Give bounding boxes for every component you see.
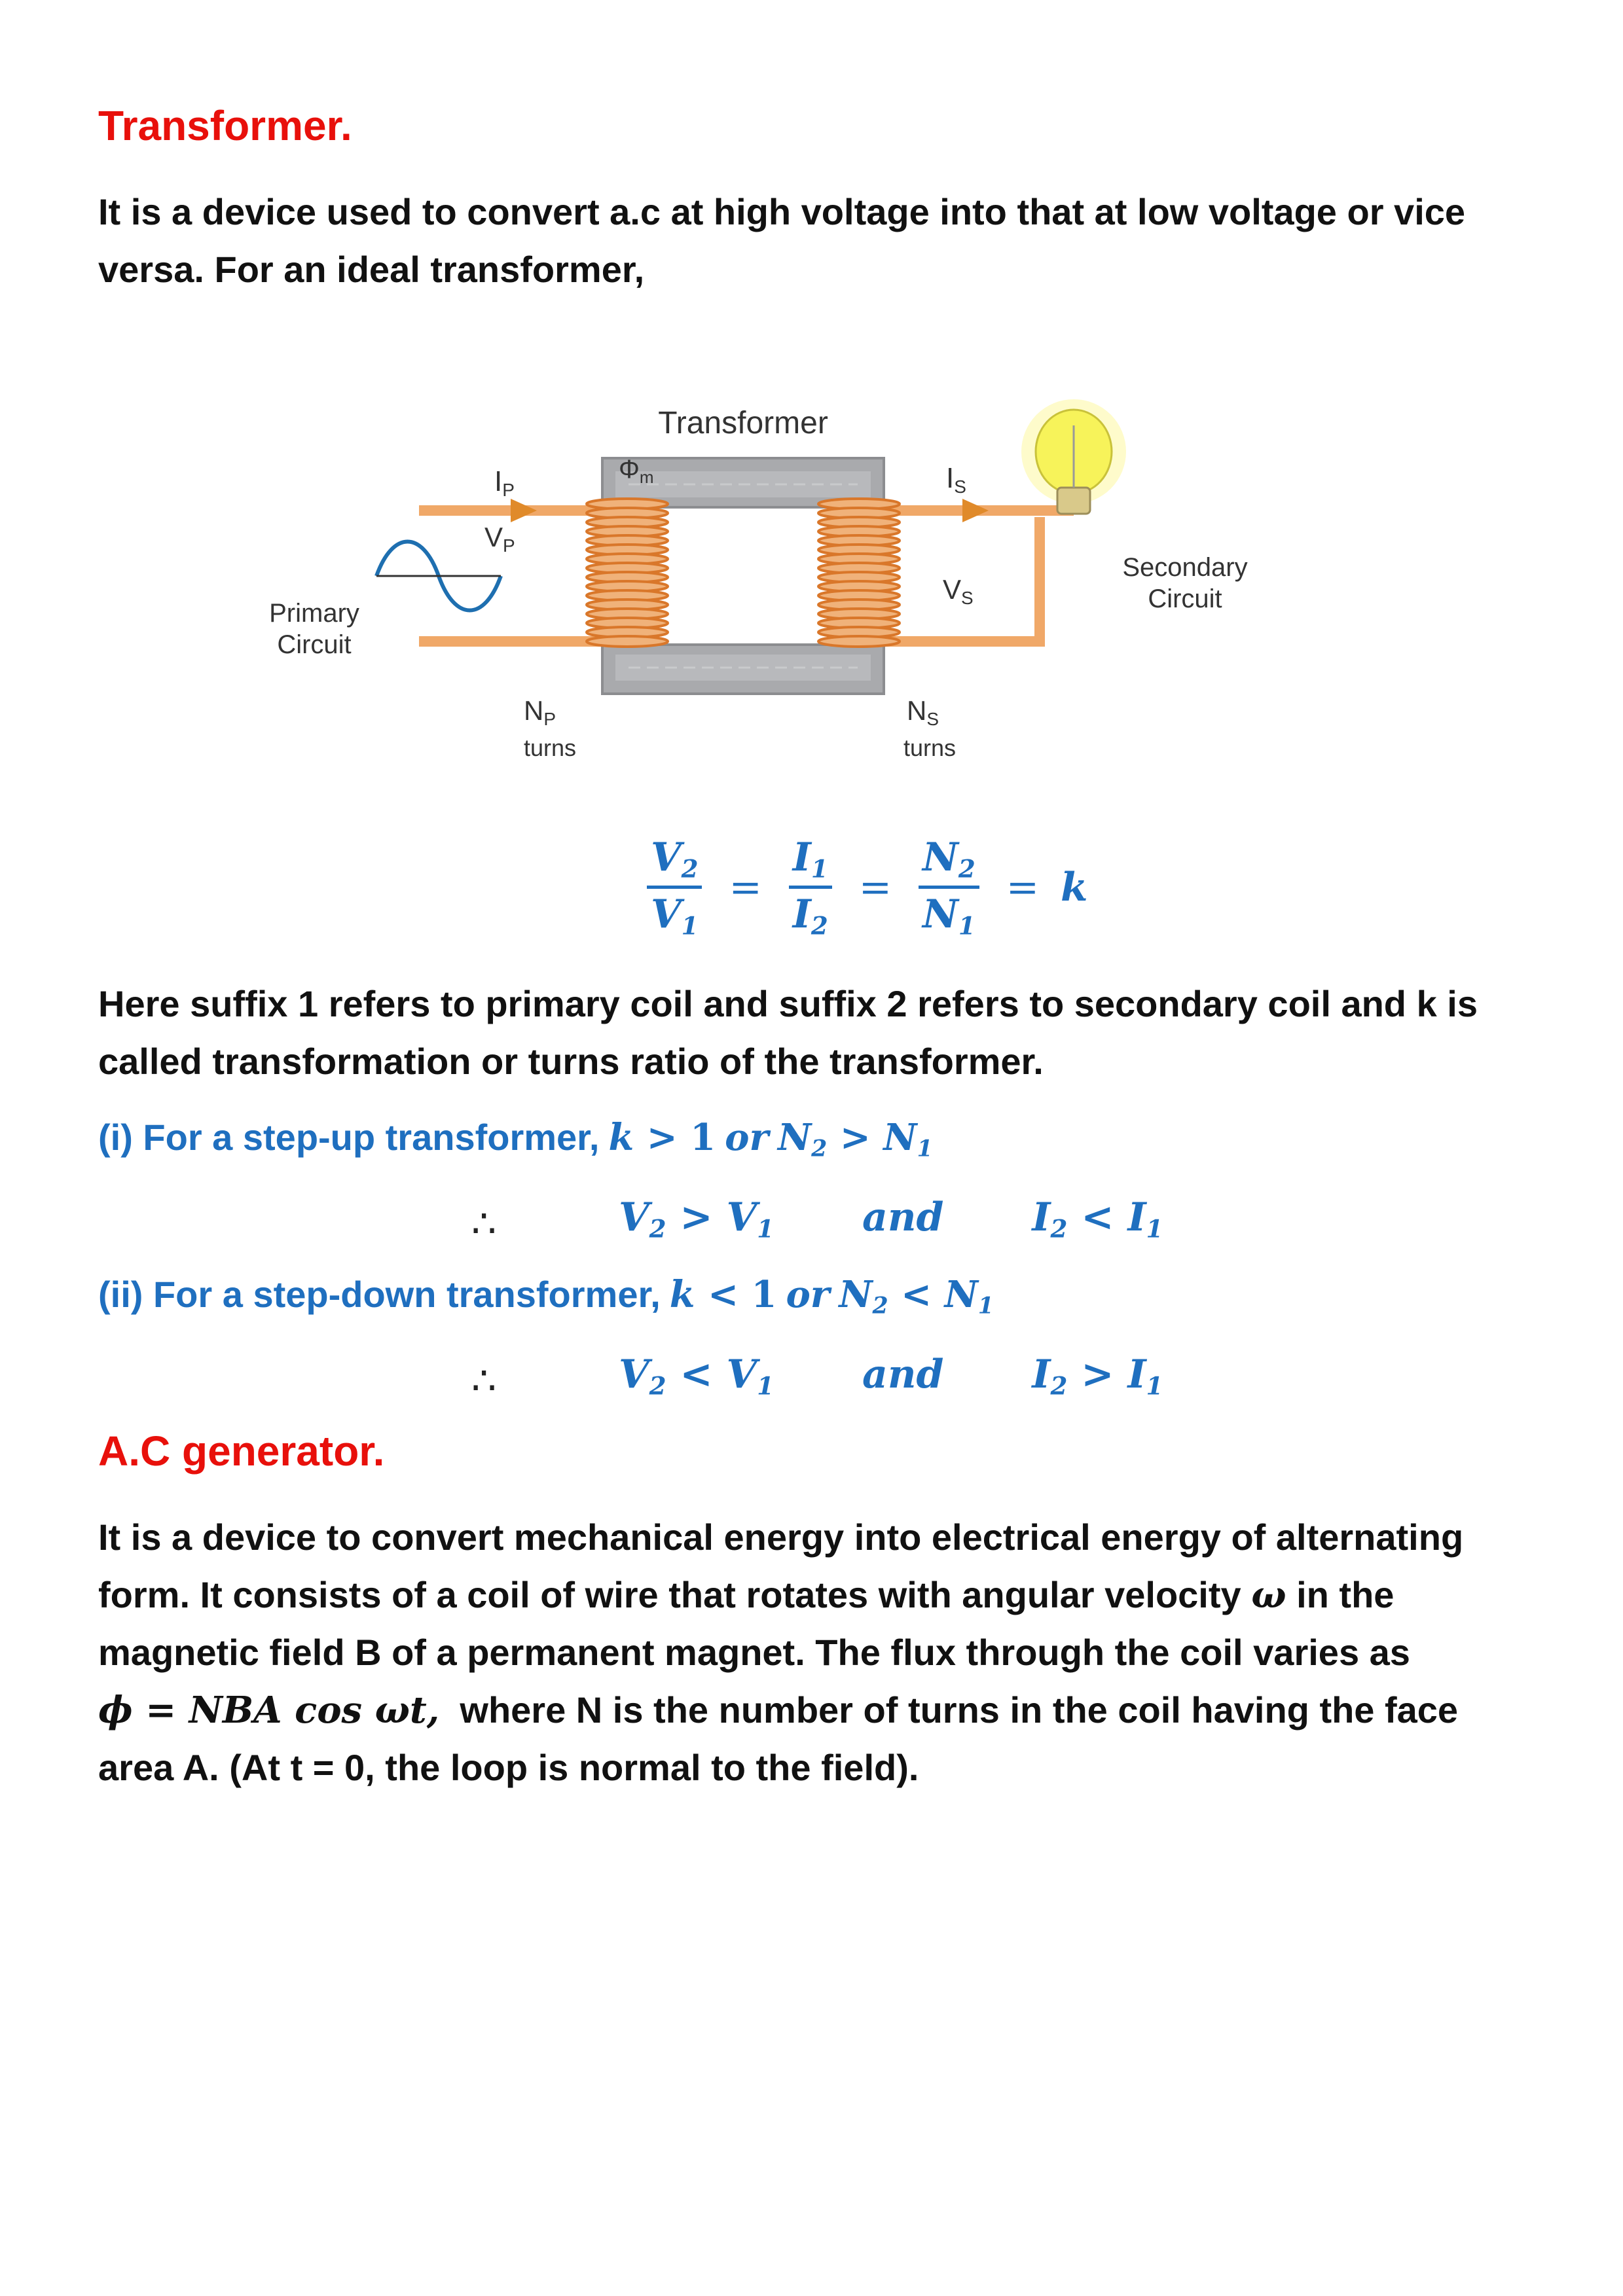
generator-line-4: ϕ = NBA cos ωt, where N is the number of turns in the coil having the face xyxy=(98,1689,1459,1732)
transformer-equation: $\frac{V_2}{V_1}$ = $\frac{I_1}{I_2}$ = $\frac{N_2}{N_1}$ = k xyxy=(642,834,1088,941)
vs-label: VS xyxy=(943,574,974,608)
primary-current-arrow xyxy=(511,499,537,522)
secondary-current-arrow xyxy=(962,499,989,522)
generator-line-3: magnetic field B of a permanent magnet. The flux through the coil varies as xyxy=(98,1632,1410,1673)
fraction-i1-i2: $\frac{I_1}{I_2}$ xyxy=(789,834,832,941)
transformer-explanation: Here suffix 1 refers to primary coil and suffix 2 refers to secondary coil and k is called transformation or turns ratio of the transformer. xyxy=(98,983,1478,1082)
secondary-coil xyxy=(818,499,900,647)
ip-label: IP xyxy=(494,465,515,500)
np-turns-label: turns xyxy=(523,734,577,761)
flux-equation: ϕ = NBA cos ωt, xyxy=(98,1689,440,1732)
therefore-symbol-2: ∴ xyxy=(471,1358,497,1404)
transformer-diagram xyxy=(236,380,1322,798)
diagram-title: Transformer xyxy=(658,406,828,440)
stepdown-result: $V_2 < V_1$ and $I_2 > I_1$ xyxy=(619,1352,1163,1401)
secondary-circuit-label-1: Secondary xyxy=(1122,553,1248,582)
transformer-diagram-svg xyxy=(236,380,1322,798)
stepup-result: $V_2 > V_1$ and $I_2 < I_1$ xyxy=(619,1194,1163,1244)
ns-turns-label: turns xyxy=(903,734,957,761)
generator-line-1: It is a device to convert mechanical energy into electrical energy of alternating xyxy=(98,1516,1464,1558)
transformer-intro: It is a device used to convert a.c at high voltage into that at low voltage or vice versa. For an ideal transformer, xyxy=(98,191,1466,290)
generator-line-5: area A. (At t = 0, the loop is normal to the field). xyxy=(98,1747,919,1788)
primary-coil xyxy=(587,499,668,647)
vp-label: VP xyxy=(484,522,515,556)
is-label: IS xyxy=(946,462,966,497)
coil-winding xyxy=(587,636,668,647)
transformer-heading: Transformer. xyxy=(98,102,352,149)
generator-paragraph xyxy=(98,1509,1539,1797)
fraction-v2-v1: $\frac{V_2}{V_1}$ xyxy=(647,834,702,941)
primary-circuit-label-1: Primary xyxy=(269,599,359,628)
stepup-line: (i) For a step-up transformer, k > 1 or $N_2 > N_1$ xyxy=(98,1116,933,1162)
flux-label: $\Phi_m$ xyxy=(619,455,654,487)
secondary-circuit-label-2: Circuit xyxy=(1148,584,1222,613)
stepdown-line: (ii) For a step-down transformer, k < 1 or $N_2 < N_1$ xyxy=(98,1273,994,1319)
primary-circuit-label-2: Circuit xyxy=(277,630,352,659)
np-label: NP xyxy=(524,695,556,729)
ns-label: NS xyxy=(907,695,939,729)
generator-line-2: form. It consists of a coil of wire that rotates with angular velocity ω in the xyxy=(98,1573,1395,1617)
coil-winding xyxy=(818,636,900,647)
fraction-n2-n1: $\frac{N_2}{N_1}$ xyxy=(919,834,979,941)
ratio-k: k xyxy=(1061,864,1088,910)
generator-heading: A.C generator. xyxy=(98,1427,385,1475)
therefore-symbol-1: ∴ xyxy=(471,1201,497,1247)
light-bulb-icon xyxy=(1021,399,1126,514)
